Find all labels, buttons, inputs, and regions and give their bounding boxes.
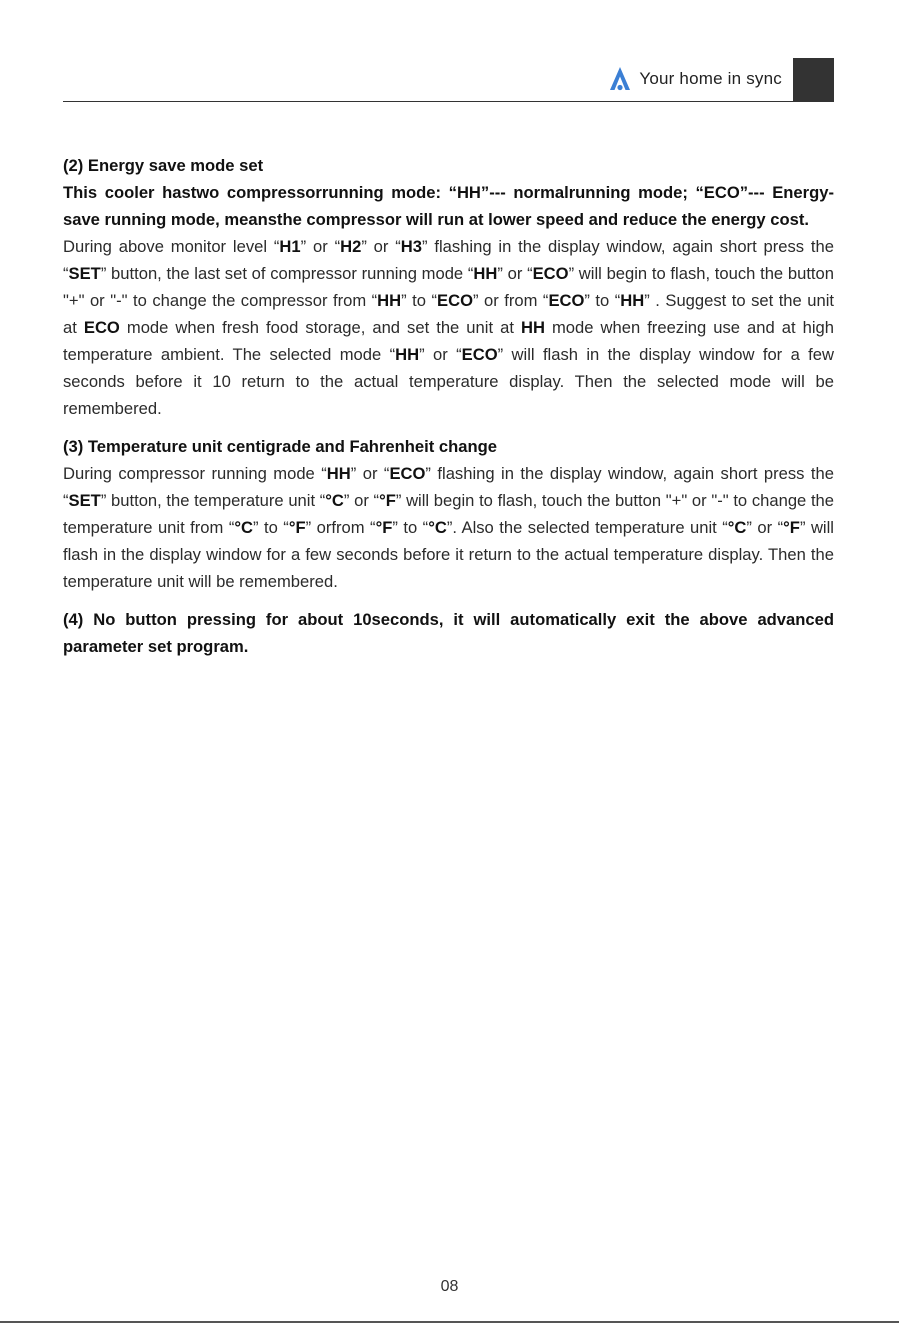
brand bbox=[609, 66, 782, 92]
page-content bbox=[63, 152, 834, 660]
page-number: 08 bbox=[440, 1278, 459, 1295]
header-divider bbox=[63, 101, 834, 102]
section-2-body: During above monitor level “H1” or “H2” or “H3” flashing in the display window, again short press the “SET” button, the last set of compressor running mode “HH” or “ECO” will begin to flash, touch the button "+" or "-" to change the compressor from “HH” to “ECO” or from “ECO” to “HH” . Suggest to set the unit at ECO mode when fresh food storage, and set the unit at HH mode when freezing use and at high temperature ambient. The selected mode “HH” or “ECO” will flash in the display window for a few seconds before it 10 return to the actual temperature display. Then the selected mode will be remembered. bbox=[63, 237, 835, 418]
page-header bbox=[63, 58, 834, 102]
footer-divider bbox=[0, 1321, 899, 1323]
section-3-body: During compressor running mode “HH” or “ECO” flashing in the display window, again short press the “SET” button, the temperature unit “°C” or “°F” will begin to flash, touch the button "+" or "-" to change the temperature unit from “°C” to “°F” orfrom “°F” to “°C”. Also the selected temperature unit “°C” or “°F” will flash in the display window for a few seconds before it return to the actual temperature display. Then the temperature unit will be remembered. bbox=[63, 464, 835, 591]
brand-a-logo-icon bbox=[609, 66, 631, 92]
corner-tab bbox=[793, 58, 834, 102]
section-4-text: (4) No button pressing for about 10seconds, it will automatically exit the above advanced parameter set program. bbox=[63, 610, 834, 656]
brand-tagline: Your home in sync bbox=[639, 69, 782, 88]
section-3-title: (3) Temperature unit centigrade and Fahrenheit change bbox=[63, 437, 497, 456]
section-2-title: (2) Energy save mode set bbox=[63, 156, 264, 175]
section-2-intro: This cooler hastwo compressorrunning mode: “HH”--- normalrunning mode; “ECO”--- Energy-save running mode, meansthe compressor will run at lower speed and reduce the energy cost. bbox=[63, 183, 834, 229]
